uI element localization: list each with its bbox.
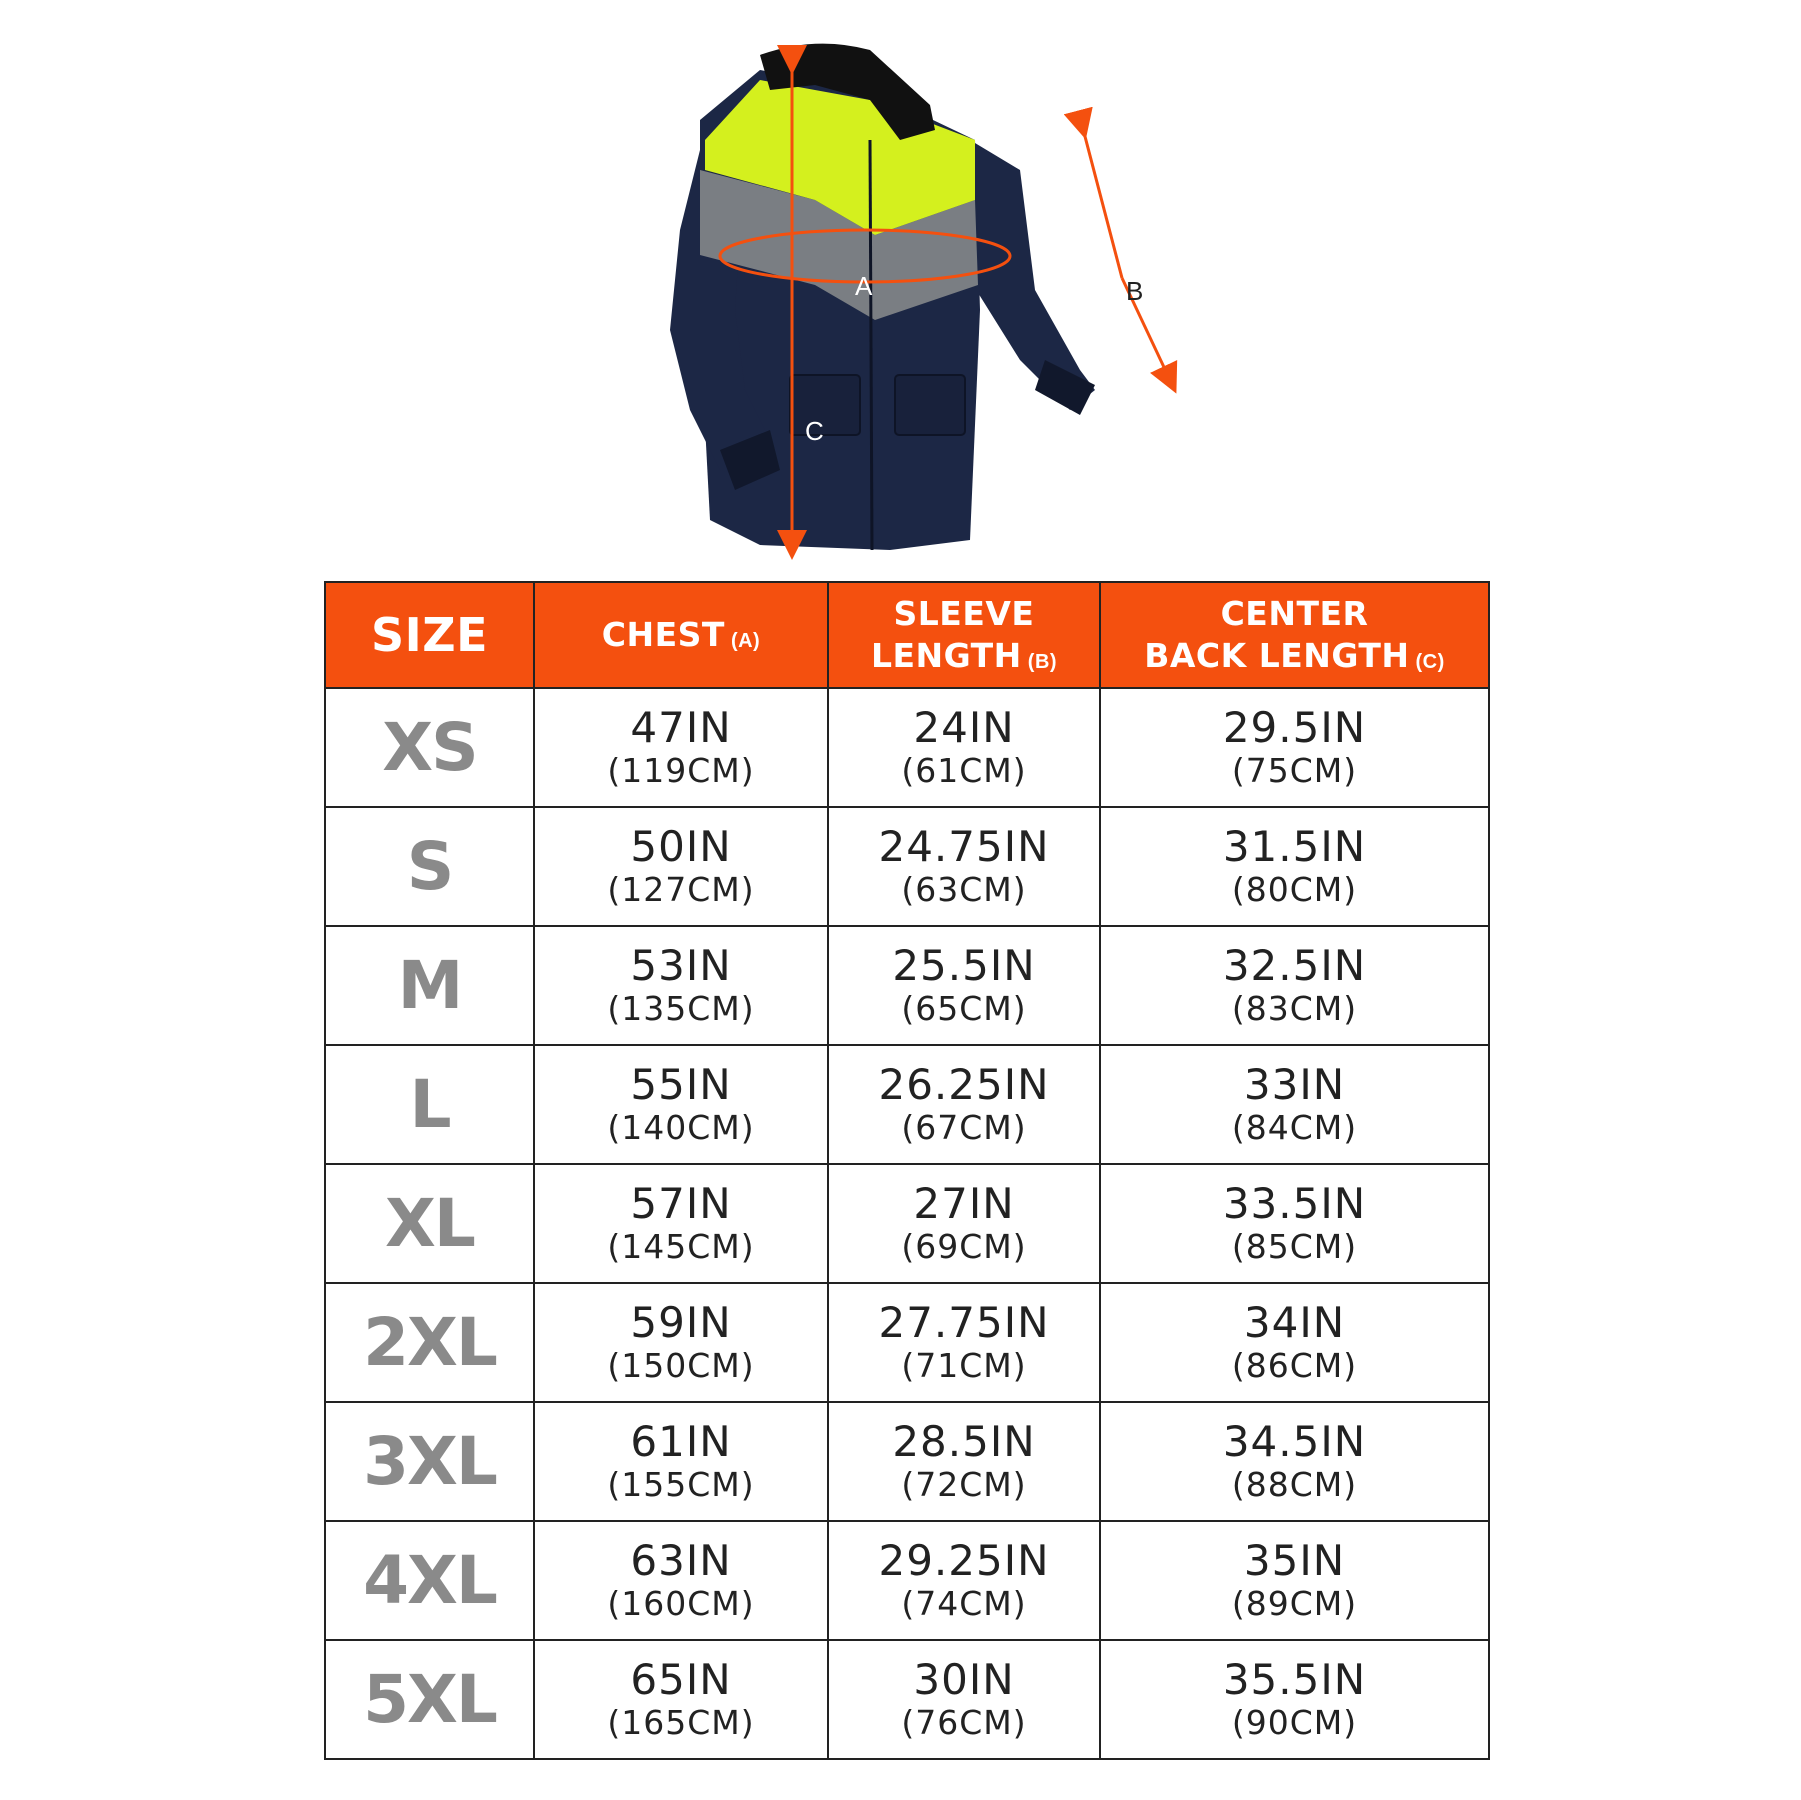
table-row [325, 1164, 1489, 1283]
jacket-measurement-diagram [640, 30, 1200, 560]
size-cell: L [325, 1045, 534, 1164]
table-row [325, 1640, 1489, 1759]
header-center-back-length: CENTER BACK LENGTH (C) [1100, 582, 1489, 688]
table-row [325, 807, 1489, 926]
back-length-cell: 33.5IN (85CM) [1100, 1164, 1489, 1283]
sleeve-cell: 27.75IN (71CM) [828, 1283, 1100, 1402]
back-length-cell: 32.5IN (83CM) [1100, 926, 1489, 1045]
chest-cell: 57IN (145CM) [534, 1164, 828, 1283]
sleeve-cell: 24.75IN (63CM) [828, 807, 1100, 926]
jacket-body [670, 44, 1095, 550]
back-length-cell: 33IN (84CM) [1100, 1045, 1489, 1164]
size-cell: XL [325, 1164, 534, 1283]
back-length-cell: 35IN (89CM) [1100, 1521, 1489, 1640]
size-chart-table [324, 581, 1490, 1760]
chest-cell: 63IN (160CM) [534, 1521, 828, 1640]
table-row [325, 1521, 1489, 1640]
label-a: A [855, 271, 873, 301]
table-row [325, 1045, 1489, 1164]
back-length-cell: 29.5IN (75CM) [1100, 688, 1489, 807]
header-chest: CHEST (A) [534, 582, 828, 688]
table-row [325, 1283, 1489, 1402]
size-chart [324, 581, 1488, 1760]
size-cell: 2XL [325, 1283, 534, 1402]
chest-cell: 61IN (155CM) [534, 1402, 828, 1521]
measurement-b-arrow [1082, 125, 1170, 380]
size-cell: S [325, 807, 534, 926]
chest-cell: 65IN (165CM) [534, 1640, 828, 1759]
table-row [325, 926, 1489, 1045]
header-row [325, 582, 1489, 688]
chest-cell: 59IN (150CM) [534, 1283, 828, 1402]
chest-cell: 53IN (135CM) [534, 926, 828, 1045]
chest-cell: 47IN (119CM) [534, 688, 828, 807]
sleeve-cell: 30IN (76CM) [828, 1640, 1100, 1759]
size-cell: M [325, 926, 534, 1045]
sleeve-cell: 25.5IN (65CM) [828, 926, 1100, 1045]
sleeve-cell: 29.25IN (74CM) [828, 1521, 1100, 1640]
header-sleeve-length: SLEEVE LENGTH (B) [828, 582, 1100, 688]
jacket-illustration [640, 30, 1200, 560]
chest-cell: 50IN (127CM) [534, 807, 828, 926]
sleeve-cell: 26.25IN (67CM) [828, 1045, 1100, 1164]
label-b: B [1126, 276, 1144, 306]
size-cell: 3XL [325, 1402, 534, 1521]
back-length-cell: 35.5IN (90CM) [1100, 1640, 1489, 1759]
chest-cell: 55IN (140CM) [534, 1045, 828, 1164]
size-cell: XS [325, 688, 534, 807]
label-c: C [805, 416, 824, 446]
back-length-cell: 34IN (86CM) [1100, 1283, 1489, 1402]
sleeve-cell: 24IN (61CM) [828, 688, 1100, 807]
back-length-cell: 31.5IN (80CM) [1100, 807, 1489, 926]
header-size: SIZE [325, 582, 534, 688]
back-length-cell: 34.5IN (88CM) [1100, 1402, 1489, 1521]
sleeve-cell: 27IN (69CM) [828, 1164, 1100, 1283]
sleeve-cell: 28.5IN (72CM) [828, 1402, 1100, 1521]
size-cell: 4XL [325, 1521, 534, 1640]
size-cell: 5XL [325, 1640, 534, 1759]
table-row [325, 1402, 1489, 1521]
table-row [325, 688, 1489, 807]
